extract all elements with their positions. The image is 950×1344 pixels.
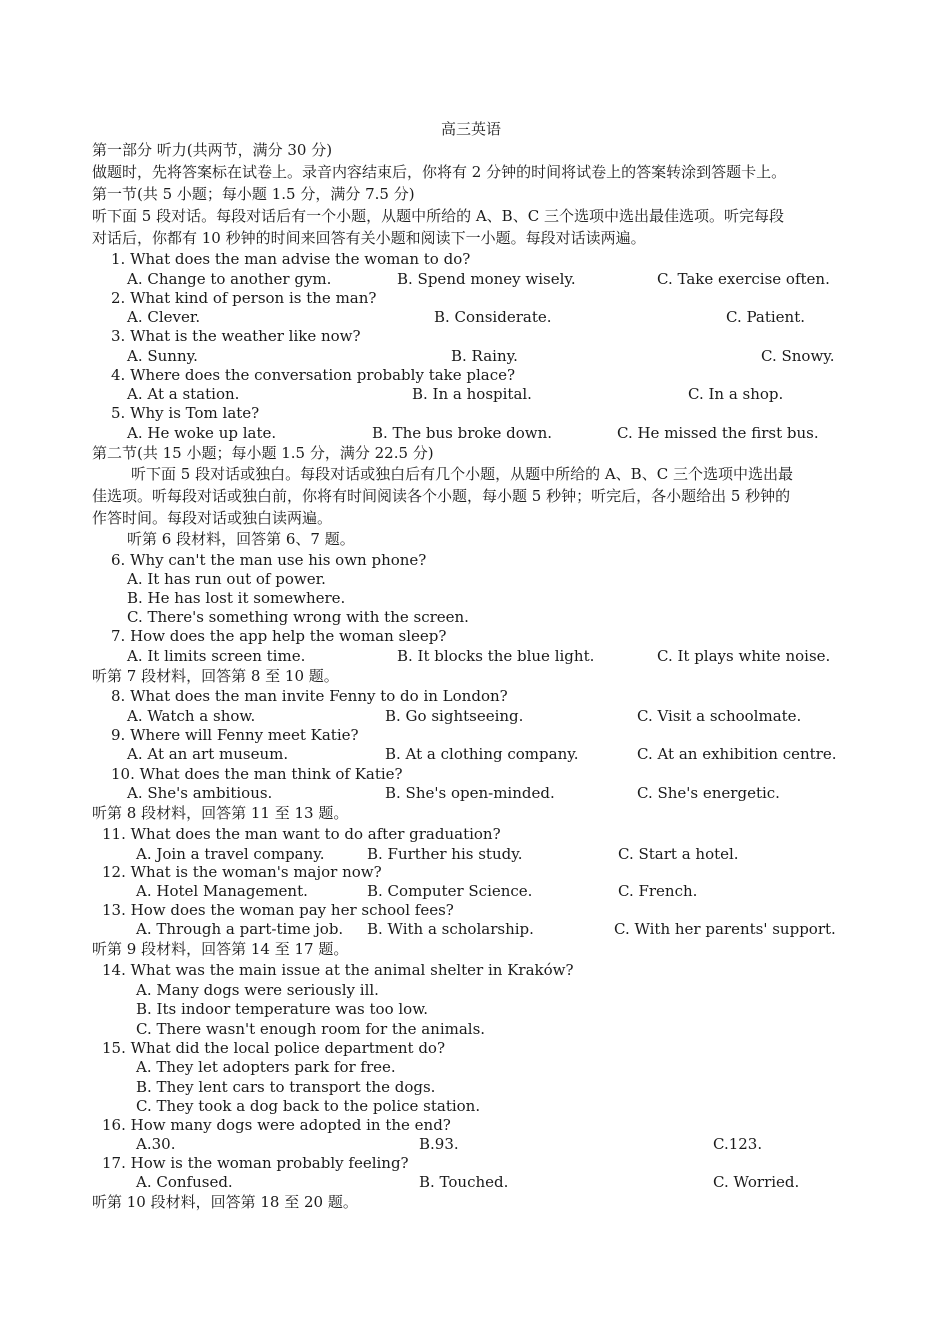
section-1-heading: 第一节(共 5 小题；每小题 1.5 分，满分 7.5 分) (92, 185, 415, 203)
option-c: C. He missed the first bus. (617, 424, 819, 442)
option-a: A. She's ambitious. (127, 784, 273, 802)
option-b: B. Go sightseeing. (385, 707, 524, 725)
option-c: C.123. (713, 1135, 763, 1153)
option-c: C. French. (618, 882, 698, 900)
option-b: B. Touched. (419, 1173, 509, 1191)
option-b: B.93. (419, 1135, 459, 1153)
option-c: C. Start a hotel. (618, 845, 739, 863)
option-b: B. It blocks the blue light. (397, 647, 595, 665)
material-heading: 听第 8 段材料，回答第 11 至 13 题。 (92, 804, 349, 822)
option-b: B. At a clothing company. (385, 745, 579, 763)
option-b: B. Considerate. (434, 308, 552, 326)
option-b: B. Further his study. (367, 845, 523, 863)
part-heading: 第一部分 听力(共两节，满分 30 分) (92, 141, 333, 159)
option-a: A. Through a part-time job. (136, 920, 344, 938)
question-stem: 2. What kind of person is the man? (111, 289, 377, 307)
option-c: C. In a shop. (688, 385, 784, 403)
option-b: B. Its indoor temperature was too low. (136, 1000, 429, 1018)
option-c: C. Visit a schoolmate. (637, 707, 802, 725)
material-heading: 听第 10 段材料，回答第 18 至 20 题。 (92, 1193, 358, 1211)
option-b: B. They lent cars to transport the dogs. (136, 1078, 436, 1096)
section-2-heading: 第二节(共 15 小题；每小题 1.5 分，满分 22.5 分) (92, 444, 434, 462)
question-stem: 6. Why can't the man use his own phone? (111, 551, 427, 569)
option-b: B. She's open-minded. (385, 784, 555, 802)
question-stem: 16. How many dogs were adopted in the end? (102, 1116, 451, 1134)
instruction: 做题时，先将答案标在试卷上。录音内容结束后，你将有 2 分钟的时间将试卷上的答案转涂到答题卡上。 (92, 163, 787, 181)
page-title: 高三英语 (441, 120, 502, 138)
question-stem: 3. What is the weather like now? (111, 327, 361, 345)
option-c: C. She's energetic. (637, 784, 780, 802)
question-stem: 15. What did the local police department do? (102, 1039, 446, 1057)
option-b: B. Spend money wisely. (397, 270, 576, 288)
question-stem: 17. How is the woman probably feeling? (102, 1154, 409, 1172)
section-2-intro: 作答时间。每段对话或独白读两遍。 (92, 509, 333, 527)
section-2-intro: 听下面 5 段对话或独白。每段对话或独白后有几个小题，从题中所给的 A、B、C 三个选项中选出最 (131, 465, 793, 483)
option-a: A. He woke up late. (127, 424, 277, 442)
question-stem: 5. Why is Tom late? (111, 404, 260, 422)
question-stem: 8. What does the man invite Fenny to do in London? (111, 687, 508, 705)
option-a: A. They let adopters park for free. (136, 1058, 396, 1076)
option-c: C. Snowy. (761, 347, 835, 365)
material-heading: 听第 6 段材料，回答第 6、7 题。 (127, 530, 355, 548)
option-a: A. It limits screen time. (127, 647, 306, 665)
option-b: B. With a scholarship. (367, 920, 534, 938)
option-a: A. It has run out of power. (127, 570, 326, 588)
question-stem: 4. Where does the conversation probably take place? (111, 366, 516, 384)
question-stem: 11. What does the man want to do after graduation? (102, 825, 501, 843)
option-c: C. It plays white noise. (657, 647, 831, 665)
option-c: C. With her parents' support. (614, 920, 836, 938)
question-stem: 12. What is the woman's major now? (102, 863, 382, 881)
option-b: B. Computer Science. (367, 882, 533, 900)
option-c: C. There wasn't enough room for the animals. (136, 1020, 486, 1038)
option-c: C. Worried. (713, 1173, 800, 1191)
section-1-intro: 听下面 5 段对话。每段对话后有一个小题，从题中所给的 A、B、C 三个选项中选出最佳选项。听完每段 (92, 207, 784, 225)
section-2-intro: 佳选项。听每段对话或独白前，你将有时间阅读各个小题，每小题 5 秒钟；听完后，各小题给出 5 秒钟的 (92, 487, 791, 505)
option-c: C. They took a dog back to the police station. (136, 1097, 481, 1115)
question-stem: 13. How does the woman pay her school fees? (102, 901, 454, 919)
option-c: C. Take exercise often. (657, 270, 830, 288)
option-a: A. Watch a show. (127, 707, 256, 725)
option-b: B. The bus broke down. (372, 424, 553, 442)
question-stem: 7. How does the app help the woman sleep? (111, 627, 447, 645)
option-a: A. Join a travel company. (136, 845, 325, 863)
section-1-intro: 对话后，你都有 10 秒钟的时间来回答有关小题和阅读下一小题。每段对话读两遍。 (92, 229, 646, 247)
option-b: B. In a hospital. (412, 385, 532, 403)
option-a: A. At a station. (127, 385, 240, 403)
option-a: A. Clever. (127, 308, 201, 326)
option-c: C. There's something wrong with the screen. (127, 608, 469, 626)
option-c: C. At an exhibition centre. (637, 745, 837, 763)
option-a: A.30. (136, 1135, 176, 1153)
option-a: A. Change to another gym. (127, 270, 332, 288)
question-stem: 10. What does the man think of Katie? (111, 765, 403, 783)
question-stem: 9. Where will Fenny meet Katie? (111, 726, 359, 744)
material-heading: 听第 9 段材料，回答第 14 至 17 题。 (92, 940, 349, 958)
option-b: B. Rainy. (451, 347, 518, 365)
question-stem: 14. What was the main issue at the animal shelter in Kraków? (102, 961, 574, 979)
option-a: A. Hotel Management. (136, 882, 308, 900)
option-a: A. Sunny. (127, 347, 198, 365)
option-c: C. Patient. (726, 308, 805, 326)
option-a: A. Many dogs were seriously ill. (136, 981, 379, 999)
material-heading: 听第 7 段材料，回答第 8 至 10 题。 (92, 667, 339, 685)
option-a: A. At an art museum. (127, 745, 289, 763)
option-b: B. He has lost it somewhere. (127, 589, 346, 607)
question-stem: 1. What does the man advise the woman to do? (111, 250, 471, 268)
option-a: A. Confused. (136, 1173, 233, 1191)
